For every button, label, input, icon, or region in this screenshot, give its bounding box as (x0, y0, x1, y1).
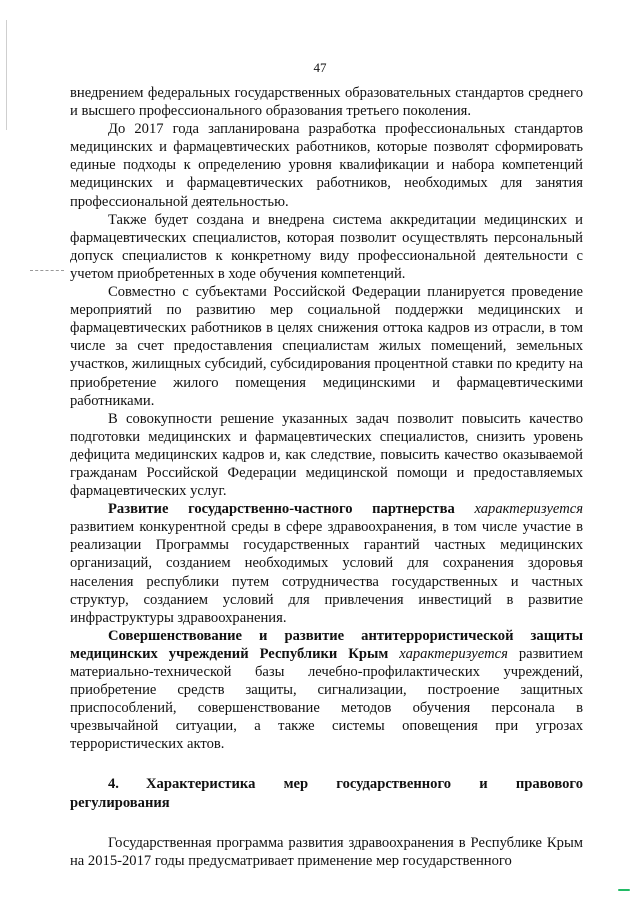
page-number: 47 (313, 60, 327, 75)
security-text: развитием материально-технической базы лечебно-профилактических учреждений, приобретение средств защиты, сигнализации, построение защитных приспособлений, совершенствование методов обучения персонала в чрезвычайной ситуации, а также системы оповещения при угрозах террористических актов. (70, 645, 583, 753)
section-title: Характеристика мер государственного и правового регулирования (70, 776, 583, 811)
paragraph-6 (70, 500, 583, 627)
security-italic: характеризуется (399, 645, 508, 662)
ppp-text: развитием конкурентной среды в сфере здравоохранения, в том числе участие в реализации Программы государственных гарантий частных медицинских организаций, созданием необходимых условий для сохранения здоровья населения республики путем сотрудничества государственных и частных структур, созданием условий для привлечения инвестиций в развитие инфраструктуры здравоохранения. (70, 519, 583, 626)
section-gap (70, 753, 583, 775)
section-gap-2 (70, 812, 583, 834)
paragraph-1: внедрением федеральных государственных образовательных стандартов среднего и высшего профессионального образования третьего поколения. (70, 85, 583, 120)
paragraph-3: Также будет создана и внедрена система аккредитации медицинских и фармацевтических специалистов, которая позволит осуществлять персональный допуск специалистов к конкретному виду профессиональной деятельности с учетом приобретенных в ходе обучения компетенций. (70, 211, 583, 282)
paragraph-2: До 2017 года запланирована разработка профессиональных стандартов медицинских и фармацевтических работников, которые позволят сформировать единые подходы к определению уровня квалификации и набора компетенций медицинских и фармацевтических работников, необходимых для занятия профессиональной деятельностью. (70, 121, 583, 210)
paragraph-7 (70, 627, 583, 754)
security-heading: Совершенствование и развитие антитеррористической защиты медицинских учреждений Республики Крым (70, 627, 583, 662)
ppp-italic: характеризуется (474, 501, 584, 518)
section-heading (70, 775, 583, 811)
margin-mark (30, 270, 64, 271)
paragraph-5: В совокупности решение указанных задач позволит повысить качество подготовки медицинских и фармацевтических специалистов, снизить уровень дефицита медицинских кадров и, как следствие, повысить качество оказываемой гражданам Российской Федерации медицинской помощи и предоставляемых фармацевтических услуг. (70, 410, 583, 500)
ppp-heading: Развитие государственно-частного партнерства (108, 501, 455, 518)
paragraph-8: Государственная программа развития здравоохранения в Республике Крым на 2015-2017 годы предусматривает применение мер государственного (70, 834, 583, 869)
paragraph-4: Совместно с субъектами Российской Федерации планируется проведение мероприятий по развитию мер социальной поддержки медицинских и фармацевтических работников в целях снижения оттока кадров из отрасли, в том числе за счет предоставления специалистам жилых помещений, земельных участков, жилищных субсидий, субсидирования процентной ставки по кредиту на приобретение жилого помещения медицинскими и фармацевтическими работниками. (70, 284, 583, 409)
document-body (70, 84, 583, 870)
scan-corner-mark (618, 889, 630, 891)
section-number: 4. (108, 776, 119, 793)
